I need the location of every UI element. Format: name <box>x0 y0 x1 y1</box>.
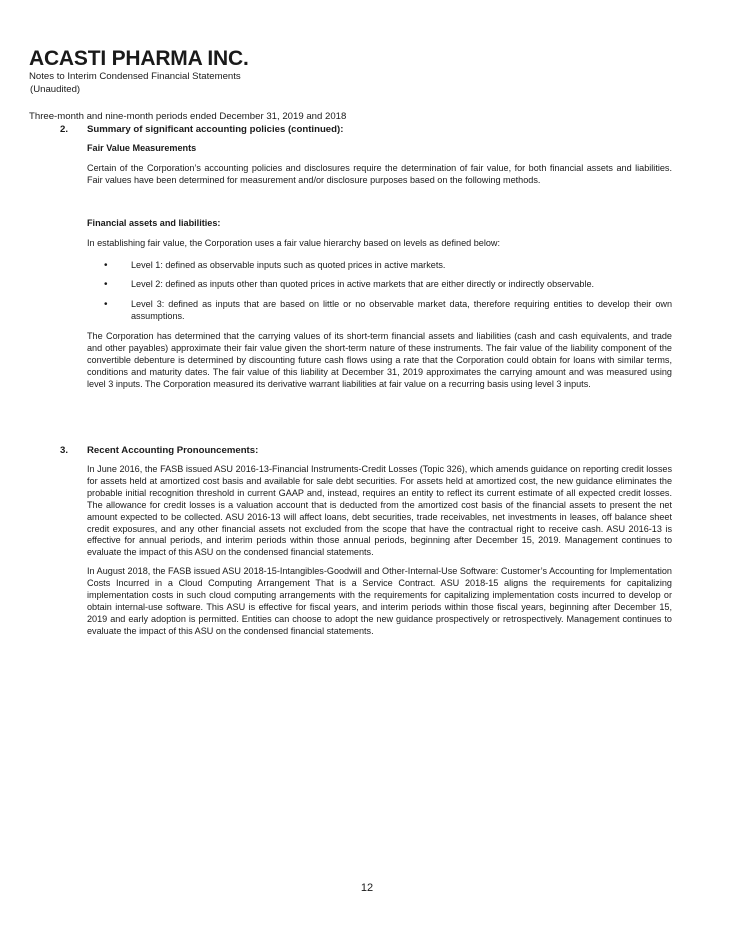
bullet-icon: • <box>104 279 108 291</box>
section-3-body <box>87 464 672 638</box>
bullet-level-1 <box>87 260 672 272</box>
bullet-level-1-text: Level 1: defined as observable inputs such as quoted prices in active markets. <box>131 259 446 270</box>
company-name: ACASTI PHARMA INC. <box>29 47 249 70</box>
bullet-level-2-text: Level 2: defined as inputs other than quoted prices in active markets that are either directly or indirectly observable. <box>131 279 595 290</box>
fair-value-paragraph: Certain of the Corporation’s accounting policies and disclosures require the determination of fair value, for both financial assets and liabilities. Fair values have been determined for measurement and/or disclosure purposes based on the following methods. <box>87 162 672 185</box>
asu-2016-13-paragraph: In June 2016, the FASB issued ASU 2016-13-Financial Instruments-Credit Losses (Topic 326), which amends guidance on reporting credit losses for assets held at amortized cost basis and available for sale debt securities. For assets held at amortized cost, the new guidance eliminates the probable initial recognition threshold in current GAAP and, instead, requires an entity to reflect its current estimate of all expected credit losses. The allowance for credit losses is a valuation account that is deducted from the amortized cost basis of the financial assets to present the net amount expected to be collected. ASU 2016-13 will affect loans, debt securities, trade receivables, net investments in leases, off balance sheet credit exposures, and any other financial assets not excluded from the scope that have the contractual right to receive cash. ASU 2016-13 is effective for annual periods, and interim periods within those annual periods, beginning after December 15, 2019. Management continues to evaluate the impact of this ASU on the condensed financial statements. <box>87 464 672 558</box>
section-3-number: 3. <box>60 445 69 456</box>
fair-value-hierarchy-intro: In establishing fair value, the Corporation uses a fair value hierarchy based on levels as defined below: <box>87 237 500 248</box>
section-3-title: Recent Accounting Pronouncements: <box>87 445 259 456</box>
page-number: 12 <box>360 882 374 894</box>
financial-assets-heading: Financial assets and liabilities: <box>87 217 221 228</box>
reporting-period: Three-month and nine-month periods ended December 31, 2019 and 2018 <box>29 111 347 122</box>
section-2-body <box>87 143 672 391</box>
fair-value-heading: Fair Value Measurements <box>87 143 197 153</box>
bullet-icon: • <box>104 259 108 271</box>
section-2-number: 2. <box>60 124 69 135</box>
section-2-heading <box>60 124 343 135</box>
section-2-title: Summary of significant accounting policies (continued): <box>87 124 344 135</box>
bullet-level-3-text: Level 3: defined as inputs that are based on little or no observable market data, therefore requiring entities to develop their own assumptions. <box>131 299 672 322</box>
document-subtitle: Notes to Interim Condensed Financial Statements <box>29 71 241 82</box>
bullet-level-3 <box>87 299 672 323</box>
section-3-heading <box>60 445 258 456</box>
bullet-icon: • <box>104 299 108 311</box>
unaudited-label: (Unaudited) <box>30 84 81 95</box>
bullet-level-2 <box>87 279 672 291</box>
carrying-values-paragraph: The Corporation has determined that the carrying values of its short-term financial assets and liabilities (cash and cash equivalents, and trade and other payables) approximate their fair value given the short-term nature of these instruments. The fair value of the liability component of the convertible debenture is determined by discounting future cash flows using a rate that the Corporation could obtain for loans with similar terms, conditions and maturity dates. The fair value of this liability at December 31, 2019 approximates the carrying amount and was measured using level 3 inputs. The Corporation measured its derivative warrant liabilities at fair value on a recurring basis using level 3 inputs. <box>87 331 672 389</box>
asu-2018-15-paragraph: In August 2018, the FASB issued ASU 2018-15-Intangibles-Goodwill and Other-Internal-Use Software: Customer’s Accounting for Implementation Costs Incurred in a Cloud Computing Arrangement That is a Service Contract. ASU 2018-15 aligns the requirements for capitalizing implementation costs in such cloud computing arrangements with the requirements for capitalizing implementation costs incurred to develop or obtain internal-use software. This ASU is effective for fiscal years, and interim periods within those fiscal years, beginning after December 15, 2019 and early adoption is permitted. Entities can choose to adopt the new guidance prospectively or retrospectively. Management continues to evaluate the impact of this ASU on the condensed financial statements. <box>87 566 672 636</box>
